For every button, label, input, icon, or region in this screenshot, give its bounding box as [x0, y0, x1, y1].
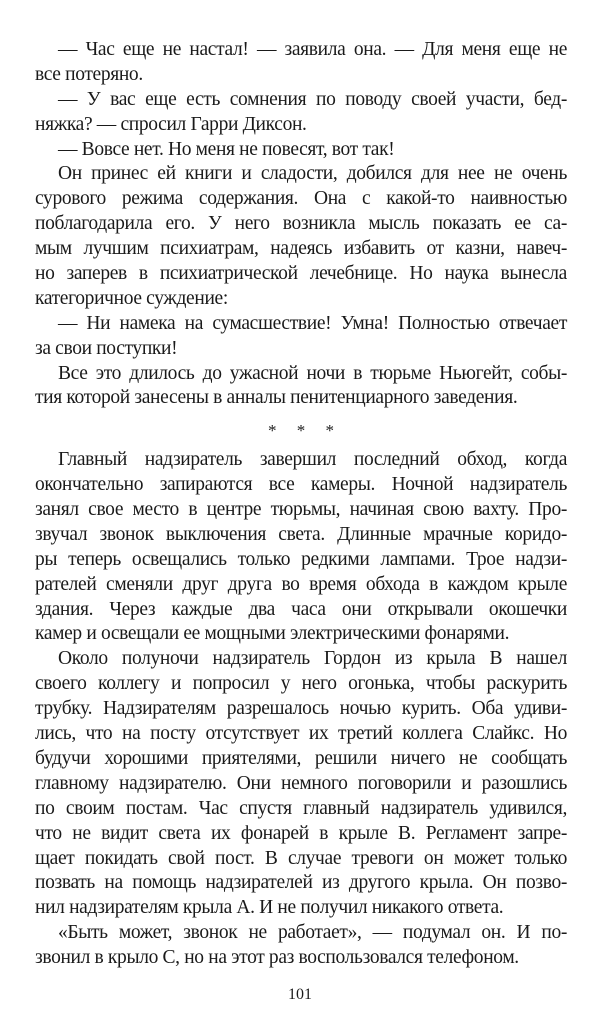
paragraph	[35, 647, 567, 921]
paragraph	[35, 448, 567, 647]
text-line: сурового режима содержания. Она с какой-то наивностью	[35, 188, 567, 210]
text-line: — Ни намека на сумасшествие! Умна! Полностью отвечает	[58, 312, 567, 334]
paragraph	[35, 362, 567, 412]
section-separator: * * *	[268, 421, 342, 441]
text-line: ры теперь освещались только редкими лампами. Трое надзи-	[35, 548, 567, 570]
text-line: тия которой занесены в анналы пенитенциарного заведения.	[35, 387, 518, 409]
text-line: звонил в крыло С, но на этот раз воспользовался телефоном.	[35, 947, 519, 969]
text-line: — Вовсе нет. Но меня не повесят, вот так!	[58, 138, 395, 160]
text-line: Около полуночи надзиратель Гордон из крыла В нашел	[58, 648, 567, 670]
text-line: категоричное суждение:	[35, 287, 228, 309]
paragraph	[35, 162, 567, 311]
text-line: «Быть может, звонок не работает», — подумал он. И по-	[58, 922, 567, 944]
text-line: щает покидать свой пост. В случае тревоги он может только	[35, 847, 567, 869]
text-line: своего коллегу и попросил у него огонька, чтобы раскурить	[35, 673, 567, 695]
paragraph	[35, 38, 567, 88]
book-page-text	[35, 38, 567, 971]
page-number: 101	[288, 986, 312, 1003]
text-line: — Час еще не настал! — заявила она. — Для меня еще не	[58, 39, 567, 60]
text-line: занял свое место в центре тюрьмы, начиная свою вахту. Про-	[35, 499, 567, 521]
text-line: что не видит света их фонарей в крыле В. Регламент запре-	[35, 822, 567, 844]
text-line: но заперев в психиатрической лечебнице. Но наука вынесла	[35, 263, 567, 285]
paragraph	[35, 921, 567, 971]
text-line: Главный надзиратель завершил последний обход, когда	[58, 449, 567, 471]
text-line: нил надзирателям крыла А. И не получил никакого ответа.	[35, 897, 504, 919]
text-line: мым лучшим психиатрам, надеясь избавить от казни, навеч-	[35, 238, 567, 260]
text-line: трубку. Надзирателям разрешалось ночью курить. Оба удиви-	[35, 698, 567, 720]
text-line: поблагодарила его. У него возникла мысль показать ее са-	[35, 213, 567, 235]
paragraph	[35, 88, 567, 138]
text-line: позвать на помощь надзирателей из другого крыла. Он позво-	[35, 872, 567, 894]
text-line: Все это длилось до ужасной ночи в тюрьме Ньюгейт, собы-	[58, 362, 567, 384]
paragraph	[35, 312, 567, 362]
text-line: по своим постам. Час спустя главный надзиратель удивился,	[35, 797, 567, 819]
paragraph	[35, 138, 567, 163]
text-line: Он принес ей книги и сладости, добился для нее не очень	[58, 163, 567, 185]
text-line: главному надзирателю. Они немного поговорили и разошлись	[35, 772, 567, 794]
text-line: няжка? — спросил Гарри Диксон.	[35, 113, 307, 135]
text-line: — У вас еще есть сомнения по поводу своей участи, бед-	[58, 88, 567, 110]
text-line: за свои поступки!	[35, 337, 178, 359]
text-line: окончательно запираются все камеры. Ночной надзиратель	[35, 474, 567, 496]
text-line: лись, что на посту отсутствует их третий коллега Слайкс. Но	[35, 723, 567, 745]
text-line: звучал звонок выключения света. Длинные мрачные коридо-	[35, 523, 567, 545]
text-line: рателей сменяли друг друга во время обхода в каждом крыле	[35, 573, 567, 595]
text-line: здания. Через каждые два часа они открывали окошечки	[35, 598, 567, 620]
text-line: все потеряно.	[35, 63, 143, 85]
text-line: камер и освещали ее мощными электрическими фонарями.	[35, 623, 510, 645]
text-line: будучи хорошими приятелями, решили ничего не сообщать	[35, 747, 567, 769]
